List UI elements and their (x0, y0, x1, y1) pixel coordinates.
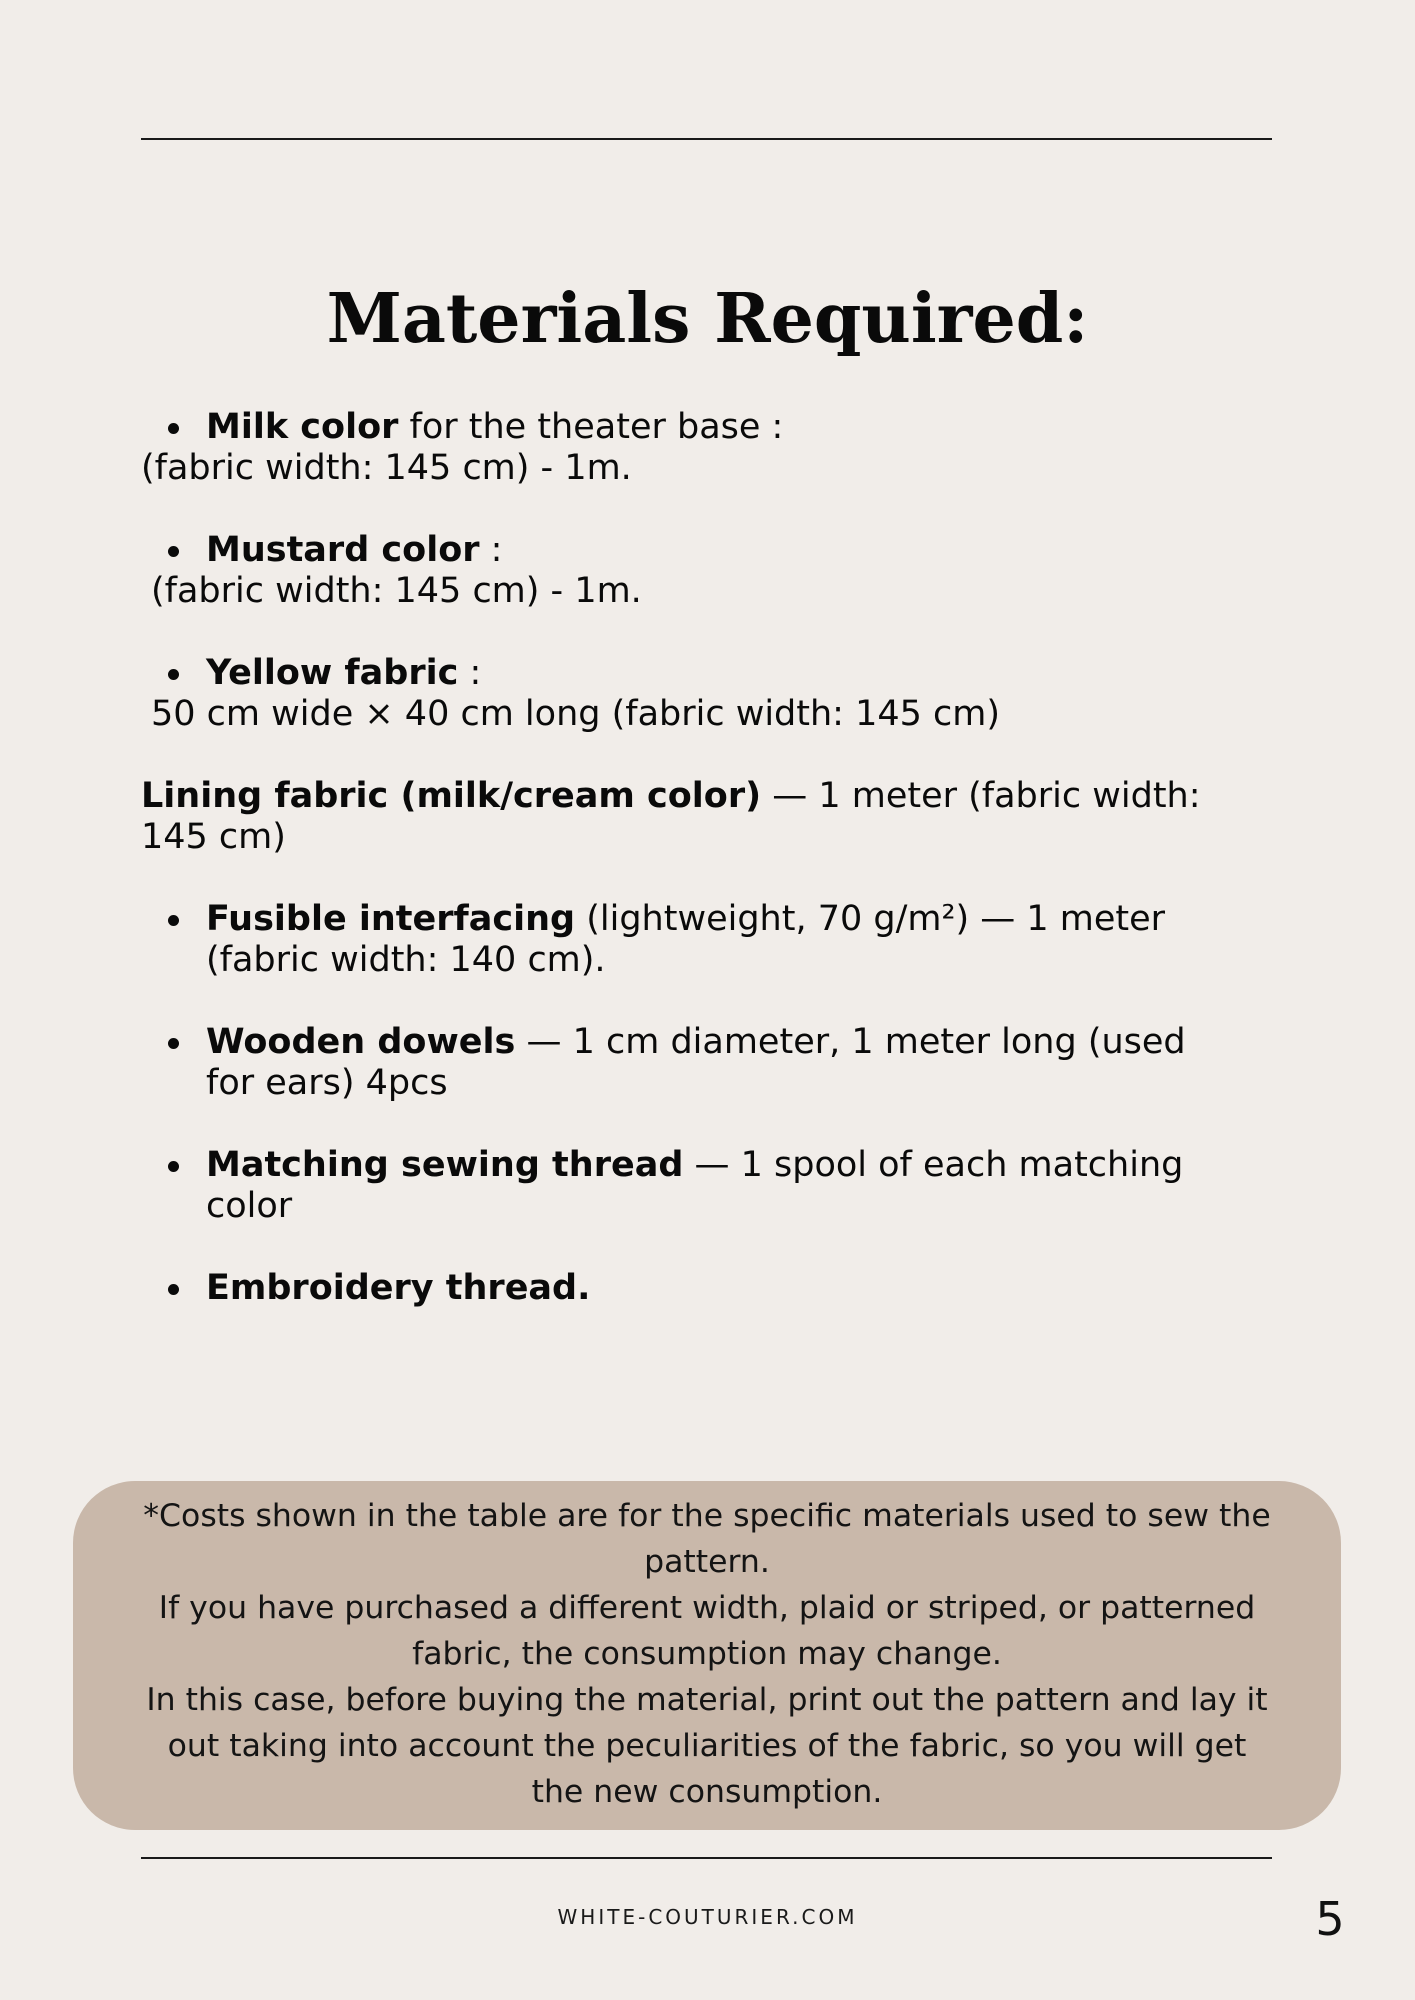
material-dowels-amount: — 1 cm diameter, 1 meter long (used (515, 1022, 1186, 1062)
note-line: *Costs shown in the table are for the specific materials used to sew the (143, 1498, 1271, 1534)
footer-website: WHITE-COUTURIER.COM (557, 1905, 858, 1929)
material-mustard-use: : (479, 530, 503, 570)
note-line: In this case, before buying the material, print out the pattern and lay it (146, 1682, 1268, 1718)
material-yellow-name: Yellow fabric (206, 653, 459, 693)
material-dowels-name: Wooden dowels (206, 1022, 516, 1062)
note-line: If you have purchased a different width, plaid or striped, or patterned (158, 1590, 1256, 1626)
material-dowels-detail: for ears) 4pcs (206, 1063, 448, 1103)
material-lining (141, 776, 1272, 817)
material-yellow-detail: 50 cm wide × 40 cm long (fabric width: 145 cm) (151, 694, 1001, 734)
material-thread-amount: — 1 spool of each matching (683, 1145, 1184, 1185)
material-mustard (141, 530, 1272, 571)
material-lining-name: Lining fabric (milk/cream color) (141, 776, 762, 816)
note-line: out taking into account the peculiarities of the fabric, so you will get (167, 1728, 1247, 1764)
material-interfacing-name: Fusible interfacing (206, 899, 576, 939)
material-yellow-use: : (458, 653, 482, 693)
material-interfacing-amount: (lightweight, 70 g/m²) — 1 meter (575, 899, 1166, 939)
material-mustard-detail: (fabric width: 145 cm) - 1m. (151, 571, 642, 611)
bottom-divider (141, 1857, 1272, 1859)
material-mustard-name: Mustard color (206, 530, 480, 570)
material-lining-detail: 145 cm) (141, 817, 286, 857)
top-divider (141, 138, 1272, 140)
material-interfacing (141, 899, 1272, 981)
page-title: Materials Required: (326, 279, 1089, 359)
materials-list (141, 407, 1272, 1309)
material-thread (141, 1145, 1272, 1227)
note-line: pattern. (644, 1544, 770, 1580)
page-number: 5 (1315, 1892, 1345, 1946)
material-milk-name: Milk color (206, 407, 399, 447)
material-dowels (141, 1022, 1272, 1104)
consumption-note (73, 1481, 1341, 1830)
material-interfacing-detail: (fabric width: 140 cm). (206, 940, 606, 980)
material-milk-use: for the theater base : (398, 407, 784, 447)
note-line: the new consumption. (531, 1774, 883, 1810)
material-milk (141, 407, 1272, 448)
material-embroidery (141, 1268, 1272, 1309)
material-thread-detail: color (206, 1186, 293, 1226)
material-thread-name: Matching sewing thread (206, 1145, 684, 1185)
material-lining-amount: — 1 meter (fabric width: (761, 776, 1201, 816)
note-line: fabric, the consumption may change. (412, 1636, 1002, 1672)
material-milk-detail: (fabric width: 145 cm) - 1m. (141, 448, 632, 488)
material-yellow (141, 653, 1272, 694)
material-embroidery-name: Embroidery thread. (206, 1268, 591, 1308)
